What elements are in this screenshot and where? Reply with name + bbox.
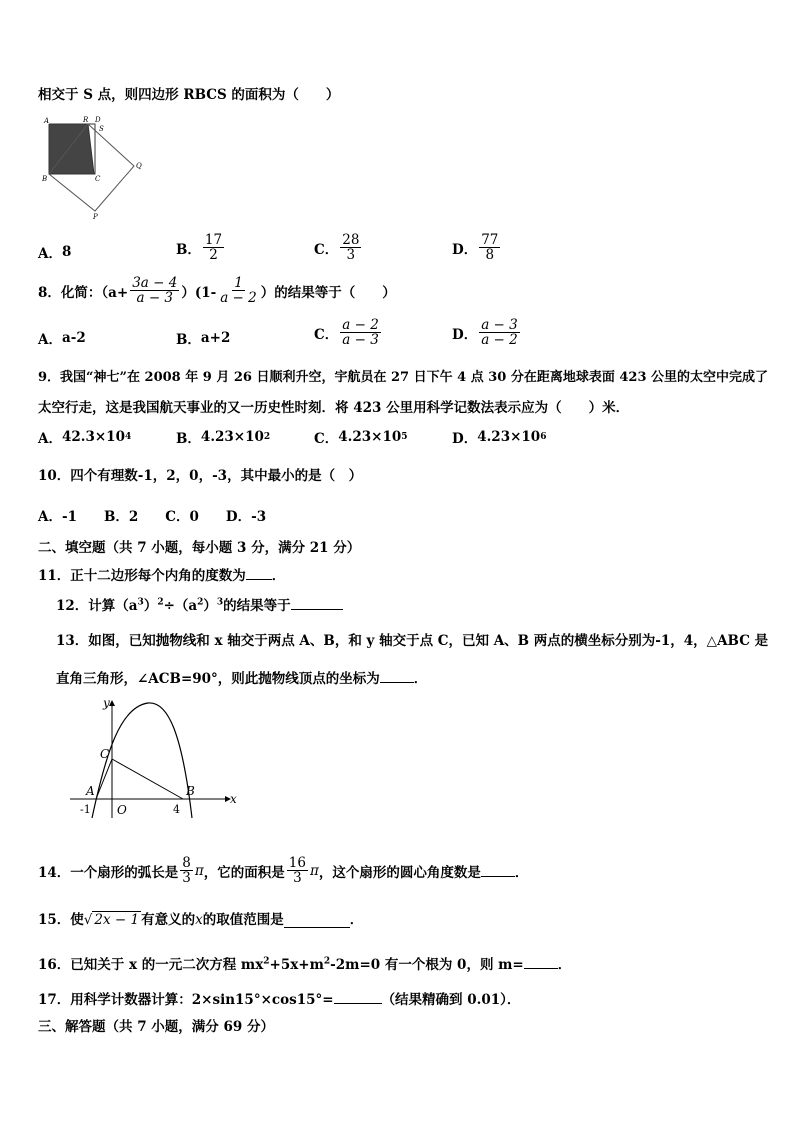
q9-option-a: A． 42.3×10 4 xyxy=(38,429,132,447)
segment-AC xyxy=(96,759,112,799)
q13-figure xyxy=(70,693,250,823)
shaded-quadrilateral xyxy=(49,124,94,174)
q13-line2: 直角三角形，∠ACB=90°，则此抛物线顶点的坐标为 ． xyxy=(56,671,428,687)
label-R: R xyxy=(83,116,89,124)
q10-options: A．-1 B．2 C．0 D．-3 xyxy=(38,509,267,525)
label-D: D xyxy=(95,116,101,124)
label-B: B xyxy=(42,175,48,183)
q7-figure xyxy=(38,114,153,224)
label-4: 4 xyxy=(173,803,180,816)
q8-option-b: B． a+2 xyxy=(176,330,231,348)
q13-line1: 13．如图，已知抛物线和 x 轴交于两点 A、B，和 y 轴交于点 C，已知 A、B 两点的横坐标分别为-1，4，△ABC 是 xyxy=(56,633,769,649)
q7-option-c: C． $\frac{28}{3}$ xyxy=(314,232,360,264)
q9-line1: 9．我国“神七”在 2008 年 9 月 26 日顺利升空，宇航员在 27 日下午 4 点 30 分在距离地球表面 423 公里的太空中完成了 xyxy=(38,370,769,385)
q8-option-c: C． $\frac{a - 2}{a - 3}$ xyxy=(314,317,379,349)
section-3-heading: 三、解答题（共 7 小题，满分 69 分） xyxy=(38,1019,274,1035)
q7-option-b: B． $\frac{17}{2}$ xyxy=(176,232,223,264)
q11: 11．正十二边形每个内角的度数为 ． xyxy=(38,568,286,584)
label-S: S xyxy=(99,125,104,133)
q8-option-a: A． a-2 xyxy=(38,330,86,348)
q8-stem: 8．化简：（a+ $\frac{3a - 4}{a - 3}$ ）(1- $\frac{1}{a - 2}$ ）的结果等于（ ） xyxy=(38,275,396,307)
q17: 17．用科学计数器计算：2×sin15°×cos15°= （结果精确到 0.01）． xyxy=(38,992,521,1008)
segment-CB xyxy=(112,759,183,799)
q9-option-b: B． 4.23×10 2 xyxy=(176,429,271,447)
label-O: O xyxy=(117,803,127,817)
section-2-heading: 二、填空题（共 7 小题，每小题 3 分，满分 21 分） xyxy=(38,540,361,556)
y-label: y xyxy=(103,696,110,710)
label-A: A xyxy=(86,784,95,798)
label-C: C xyxy=(95,175,101,183)
q9-option-c: C． 4.23×10 5 xyxy=(314,429,408,447)
label-C: C xyxy=(100,747,110,761)
q7-option-a: A． 8 xyxy=(38,244,72,262)
q10-stem: 10．四个有理数-1，2，0，-3，其中最小的是（ ） xyxy=(38,468,363,484)
q8-option-d: D． $\frac{a - 3}{a - 2}$ xyxy=(452,317,518,349)
x-label: x xyxy=(230,792,237,806)
label-P: P xyxy=(93,213,98,221)
q7-option-d: D． $\frac{77}{8}$ xyxy=(452,232,499,264)
q16: 16．已知关于 x 的一元二次方程 $mx^2+5x+m^2-2m=0$ 有一个根为 0，则 m= ． xyxy=(38,956,572,973)
q7-stem: 相交于 S 点，则四边形 RBCS 的面积为（ ） xyxy=(38,87,340,103)
q9-option-d: D． 4.23×10 6 xyxy=(452,429,547,447)
q14: 14．一个扇形的弧长是 $\frac{8}{3}$ π ，它的面积是 $\frac{16}{3}$ π ，这个扇形的圆心角度数是 ． xyxy=(38,855,529,887)
q12: 12．计算$(a^3)^2\div(a^2)^3$的结果等于 xyxy=(56,594,343,614)
q15: 15．使 √ 2x − 1 有意义的 x 的取值范围是 ． xyxy=(38,912,364,928)
label-B: B xyxy=(186,784,195,798)
q9-line2: 太空行走，这是我国航天事业的又一历史性时刻．将 423 公里用科学记数法表示应为（ ）米． xyxy=(38,400,630,416)
label-Q: Q xyxy=(136,162,142,170)
label-neg1: -1 xyxy=(80,803,91,816)
label-A: A xyxy=(44,117,50,125)
